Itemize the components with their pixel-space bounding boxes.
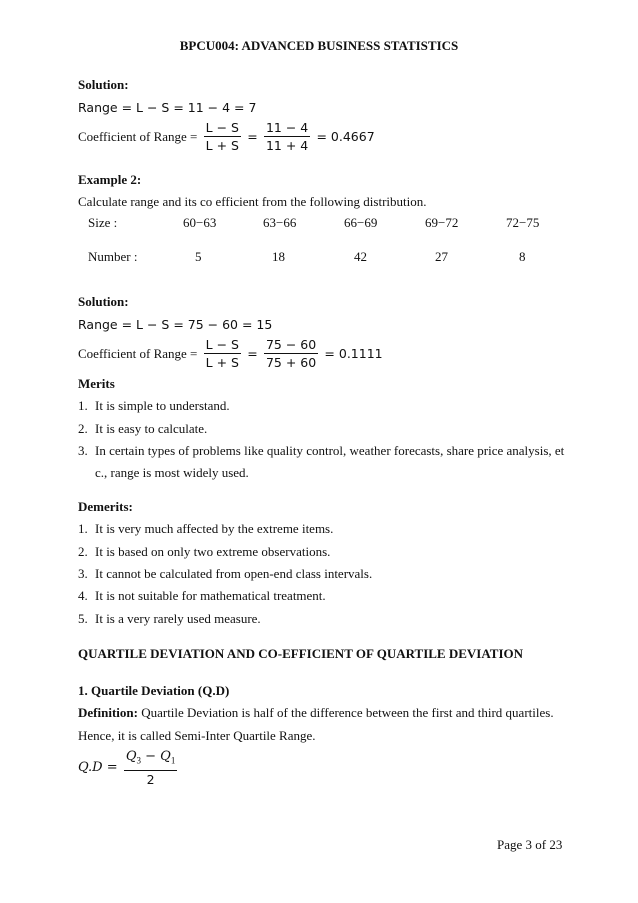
list-item: 5. It is a very rarely used measure. (78, 611, 261, 626)
example-heading: Example 2: (78, 172, 142, 187)
solution-heading: Solution: (78, 77, 129, 92)
range-equation: Range = L − S = 11 − 4 = 7 (78, 100, 257, 115)
list-item: 4. It is not suitable for mathematical treatment. (78, 588, 326, 603)
table-cell: 18 (272, 249, 285, 264)
list-item: 1. It is simple to understand. (78, 398, 230, 413)
fraction: $\frac{Q_3 - Q_1}{2}$ (125, 749, 176, 787)
table-cell: 72−75 (506, 215, 540, 230)
demerits-heading: Demerits: (78, 499, 133, 514)
page-number: Page 3 of 23 (497, 837, 563, 852)
formula-lhs: Q.D = (78, 759, 118, 775)
table-cell: 5 (195, 249, 202, 264)
coefficient-equation: Coefficient of Range = $\frac{L - S}{L + S}$ = $\frac{11 - 4}{11 + 4}$ = 0.4667 (78, 120, 375, 153)
list-item: 2. It is easy to calculate. (78, 421, 208, 436)
table-cell: 42 (354, 249, 367, 264)
definition-label: Definition: (78, 705, 138, 720)
merits-heading: Merits (78, 376, 115, 391)
list-item-continuation: c., range is most widely used. (95, 465, 249, 480)
coefficient-label: Coefficient of Range = (78, 128, 198, 144)
definition-text: Quartile Deviation is half of the difference between the first and third quartiles. (137, 705, 554, 720)
fraction: $\frac{11 - 4}{11 + 4}$ (265, 120, 309, 153)
table-cell: 63−66 (263, 215, 297, 230)
list-item: 2. It is based on only two extreme observations. (78, 544, 331, 559)
table-label: Size : (88, 215, 118, 230)
coefficient-equation: Coefficient of Range = $\frac{L - S}{L + S}$ = $\frac{75 - 60}{75 + 60}$ = 0.1111 (78, 337, 383, 370)
section-heading: QUARTILE DEVIATION AND CO-EFFICIENT OF QUARTILE DEVIATION (78, 646, 524, 661)
example-statement: Calculate range and its co efficient from the following distribution. (78, 194, 427, 209)
table-cell: 27 (435, 249, 448, 264)
list-item: 3. In certain types of problems like quality control, weather forecasts, share price analysis, et (78, 443, 565, 458)
qd-formula (78, 748, 180, 787)
page-header: BPCU004: ADVANCED BUSINESS STATISTICS (179, 38, 459, 53)
subsection-heading: 1. Quartile Deviation (Q.D) (78, 683, 230, 698)
coefficient-result: = 0.4667 (316, 129, 375, 144)
list-item: 1. It is very much affected by the extreme items. (78, 521, 334, 536)
fraction: $\frac{75 - 60}{75 + 60}$ (265, 337, 317, 370)
table-cell: 60−63 (183, 215, 217, 230)
list-item: 3. It cannot be calculated from open-end class intervals. (78, 566, 373, 581)
fraction: $\frac{L - S}{L + S}$ (205, 120, 239, 153)
definition (78, 705, 554, 721)
coefficient-result: = 0.1111 (324, 346, 383, 361)
coefficient-label: Coefficient of Range = (78, 345, 198, 361)
table-label: Number : (88, 249, 138, 264)
table-cell: 69−72 (425, 215, 459, 230)
solution-heading: Solution: (78, 294, 129, 309)
range-equation: Range = L − S = 75 − 60 = 15 (78, 317, 273, 332)
fraction: $\frac{L - S}{L + S}$ (205, 337, 239, 370)
table-cell: 66−69 (344, 215, 378, 230)
table-cell: 8 (519, 249, 526, 264)
hence-text: Hence, it is called Semi-Inter Quartile Range. (78, 728, 316, 743)
